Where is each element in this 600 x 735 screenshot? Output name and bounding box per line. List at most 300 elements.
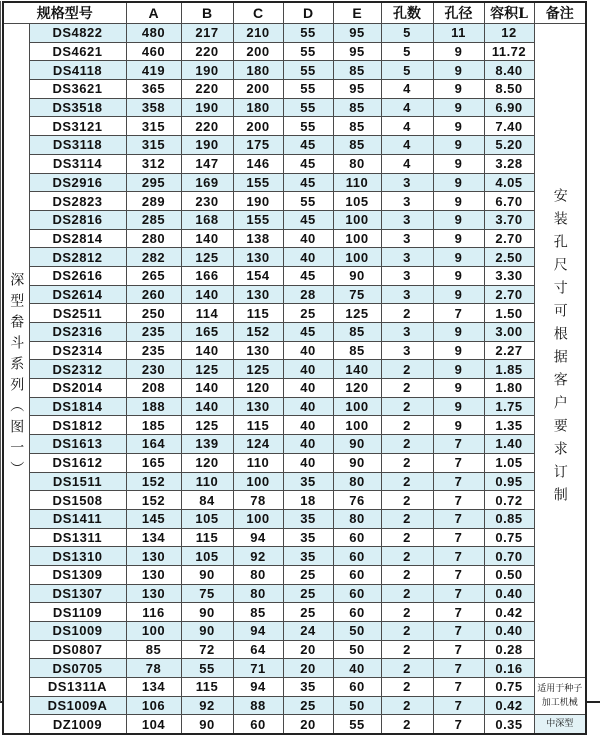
- dim-d-cell: 40: [283, 248, 333, 267]
- dim-a-cell: 250: [126, 304, 181, 323]
- dim-e-cell: 95: [333, 24, 381, 43]
- dim-a-cell: 365: [126, 80, 181, 99]
- hole-diameter-cell: 7: [433, 640, 484, 659]
- table-row: [3, 323, 586, 342]
- table-row: [3, 659, 586, 678]
- hole-diameter-cell: 9: [433, 266, 484, 285]
- hole-count-cell: 2: [381, 603, 433, 622]
- dim-b-cell: 115: [181, 678, 233, 697]
- dim-b-cell: 140: [181, 379, 233, 398]
- dim-c-cell: 115: [233, 304, 283, 323]
- dim-d-cell: 40: [283, 416, 333, 435]
- volume-cell: 0.28: [484, 640, 534, 659]
- volume-cell: 1.85: [484, 360, 534, 379]
- header-row: [3, 2, 586, 24]
- hole-diameter-cell: 7: [433, 509, 484, 528]
- hole-diameter-cell: 7: [433, 715, 484, 734]
- dim-a-cell: 282: [126, 248, 181, 267]
- hole-count-cell: 3: [381, 285, 433, 304]
- dim-b-cell: 190: [181, 136, 233, 155]
- volume-cell: 0.16: [484, 659, 534, 678]
- dim-a-cell: 208: [126, 379, 181, 398]
- dim-e-cell: 85: [333, 117, 381, 136]
- model-cell: DS2314: [29, 341, 126, 360]
- dim-c-cell: 155: [233, 210, 283, 229]
- volume-cell: 0.95: [484, 472, 534, 491]
- volume-cell: 0.40: [484, 622, 534, 641]
- page: [0, 1, 600, 732]
- dim-e-cell: 110: [333, 173, 381, 192]
- table-row: [3, 622, 586, 641]
- hole-count-cell: 2: [381, 622, 433, 641]
- dim-e-cell: 90: [333, 435, 381, 454]
- volume-cell: 2.70: [484, 285, 534, 304]
- table-row: [3, 136, 586, 155]
- hole-count-cell: 3: [381, 192, 433, 211]
- dim-a-cell: 315: [126, 136, 181, 155]
- dim-a-cell: 106: [126, 696, 181, 715]
- dim-d-cell: 45: [283, 266, 333, 285]
- dim-d-cell: 25: [283, 696, 333, 715]
- table-row: [3, 472, 586, 491]
- dim-e-cell: 85: [333, 136, 381, 155]
- dim-d-cell: 45: [283, 136, 333, 155]
- volume-cell: 1.75: [484, 397, 534, 416]
- hole-count-cell: 5: [381, 61, 433, 80]
- hole-diameter-cell: 7: [433, 491, 484, 510]
- dim-a-cell: 78: [126, 659, 181, 678]
- dim-d-cell: 35: [283, 509, 333, 528]
- dim-a-cell: 419: [126, 61, 181, 80]
- model-cell: DS1307: [29, 584, 126, 603]
- dim-c-cell: 180: [233, 98, 283, 117]
- dim-c-cell: 94: [233, 528, 283, 547]
- table-row: [3, 42, 586, 61]
- hole-count-cell: 4: [381, 80, 433, 99]
- dim-b-cell: 220: [181, 80, 233, 99]
- table-row: [3, 341, 586, 360]
- table-body: [3, 24, 586, 735]
- hole-count-cell: 3: [381, 323, 433, 342]
- dim-e-cell: 100: [333, 397, 381, 416]
- table-row: [3, 509, 586, 528]
- volume-cell: 0.40: [484, 584, 534, 603]
- dim-c-cell: 155: [233, 173, 283, 192]
- table-row: [3, 360, 586, 379]
- volume-cell: 5.20: [484, 136, 534, 155]
- dim-c-cell: 200: [233, 117, 283, 136]
- dim-d-cell: 18: [283, 491, 333, 510]
- dim-e-cell: 50: [333, 640, 381, 659]
- dim-d-cell: 28: [283, 285, 333, 304]
- hole-count-cell: 4: [381, 154, 433, 173]
- dim-a-cell: 165: [126, 453, 181, 472]
- dim-d-cell: 25: [283, 584, 333, 603]
- hole-count-cell: 5: [381, 24, 433, 43]
- hole-diameter-cell: 9: [433, 80, 484, 99]
- dim-b-cell: 217: [181, 24, 233, 43]
- volume-cell: 12: [484, 24, 534, 43]
- table-row: [3, 266, 586, 285]
- header-volume: 容积L: [484, 2, 534, 24]
- remarks-seed-cell: [534, 678, 586, 715]
- table-row: [3, 229, 586, 248]
- volume-cell: 1.80: [484, 379, 534, 398]
- header-b: B: [181, 2, 233, 24]
- hole-count-cell: 2: [381, 715, 433, 734]
- table-row: [3, 435, 586, 454]
- dim-b-cell: 140: [181, 397, 233, 416]
- dim-b-cell: 140: [181, 285, 233, 304]
- dim-e-cell: 90: [333, 266, 381, 285]
- header-remarks: 备注: [534, 2, 586, 24]
- model-cell: DS3114: [29, 154, 126, 173]
- volume-cell: 6.90: [484, 98, 534, 117]
- dim-d-cell: 25: [283, 565, 333, 584]
- dim-b-cell: 90: [181, 603, 233, 622]
- volume-cell: 0.42: [484, 696, 534, 715]
- dim-d-cell: 25: [283, 304, 333, 323]
- dim-d-cell: 40: [283, 229, 333, 248]
- dim-d-cell: 35: [283, 472, 333, 491]
- dim-d-cell: 55: [283, 24, 333, 43]
- remarks-main-text: 安装孔尺寸可根据客户要求订制: [551, 187, 568, 510]
- dim-b-cell: 166: [181, 266, 233, 285]
- dim-e-cell: 85: [333, 341, 381, 360]
- volume-cell: 6.70: [484, 192, 534, 211]
- dim-c-cell: 130: [233, 285, 283, 304]
- hole-count-cell: 2: [381, 640, 433, 659]
- dim-b-cell: 147: [181, 154, 233, 173]
- dim-c-cell: 94: [233, 678, 283, 697]
- dim-d-cell: 55: [283, 117, 333, 136]
- dim-d-cell: 55: [283, 192, 333, 211]
- dim-b-cell: 105: [181, 547, 233, 566]
- dim-a-cell: 185: [126, 416, 181, 435]
- dim-c-cell: 110: [233, 453, 283, 472]
- table-row: [3, 584, 586, 603]
- dim-c-cell: 175: [233, 136, 283, 155]
- dim-a-cell: 104: [126, 715, 181, 734]
- model-cell: DS1311A: [29, 678, 126, 697]
- dim-d-cell: 35: [283, 528, 333, 547]
- hole-count-cell: 2: [381, 304, 433, 323]
- hole-count-cell: 2: [381, 547, 433, 566]
- dim-c-cell: 154: [233, 266, 283, 285]
- volume-cell: 0.85: [484, 509, 534, 528]
- model-cell: DS1812: [29, 416, 126, 435]
- table-row: [3, 416, 586, 435]
- hole-count-cell: 2: [381, 678, 433, 697]
- hole-count-cell: 4: [381, 117, 433, 136]
- volume-cell: 0.75: [484, 528, 534, 547]
- dim-e-cell: 60: [333, 565, 381, 584]
- remarks-seed-line: 加工机械: [541, 698, 578, 709]
- dim-c-cell: 130: [233, 397, 283, 416]
- hole-count-cell: 2: [381, 565, 433, 584]
- dim-e-cell: 50: [333, 622, 381, 641]
- volume-cell: 0.50: [484, 565, 534, 584]
- model-cell: DS2823: [29, 192, 126, 211]
- hole-diameter-cell: 9: [433, 416, 484, 435]
- hole-count-cell: 2: [381, 659, 433, 678]
- dim-b-cell: 120: [181, 453, 233, 472]
- dim-e-cell: 40: [333, 659, 381, 678]
- dim-e-cell: 100: [333, 416, 381, 435]
- hole-diameter-cell: 9: [433, 210, 484, 229]
- hole-count-cell: 2: [381, 528, 433, 547]
- hole-diameter-cell: 9: [433, 397, 484, 416]
- model-cell: DS4621: [29, 42, 126, 61]
- volume-cell: 3.00: [484, 323, 534, 342]
- dim-d-cell: 40: [283, 453, 333, 472]
- hole-diameter-cell: 9: [433, 248, 484, 267]
- model-cell: DS0705: [29, 659, 126, 678]
- dim-d-cell: 40: [283, 397, 333, 416]
- model-cell: DS3121: [29, 117, 126, 136]
- header-hole-count: 孔数: [381, 2, 433, 24]
- volume-cell: 3.70: [484, 210, 534, 229]
- dim-e-cell: 85: [333, 98, 381, 117]
- hole-count-cell: 2: [381, 472, 433, 491]
- dim-e-cell: 60: [333, 547, 381, 566]
- hole-diameter-cell: 9: [433, 173, 484, 192]
- dim-e-cell: 60: [333, 678, 381, 697]
- model-cell: DS3518: [29, 98, 126, 117]
- dim-b-cell: 140: [181, 341, 233, 360]
- hole-diameter-cell: 7: [433, 435, 484, 454]
- model-cell: DS1009: [29, 622, 126, 641]
- table-row: [3, 173, 586, 192]
- dim-a-cell: 152: [126, 472, 181, 491]
- hole-count-cell: 2: [381, 360, 433, 379]
- hole-diameter-cell: 7: [433, 304, 484, 323]
- dim-d-cell: 55: [283, 42, 333, 61]
- dim-a-cell: 134: [126, 528, 181, 547]
- model-cell: DS2816: [29, 210, 126, 229]
- volume-cell: 0.42: [484, 603, 534, 622]
- header-d: D: [283, 2, 333, 24]
- model-cell: DS1109: [29, 603, 126, 622]
- hole-count-cell: 4: [381, 98, 433, 117]
- dim-a-cell: 358: [126, 98, 181, 117]
- dim-b-cell: 90: [181, 622, 233, 641]
- hole-diameter-cell: 7: [433, 453, 484, 472]
- hole-diameter-cell: 9: [433, 229, 484, 248]
- hole-count-cell: 2: [381, 435, 433, 454]
- hole-diameter-cell: 7: [433, 678, 484, 697]
- dim-a-cell: 460: [126, 42, 181, 61]
- hole-count-cell: 3: [381, 248, 433, 267]
- volume-cell: 4.05: [484, 173, 534, 192]
- dim-b-cell: 90: [181, 565, 233, 584]
- hole-count-cell: 3: [381, 229, 433, 248]
- model-cell: DS1411: [29, 509, 126, 528]
- model-cell: DS1009A: [29, 696, 126, 715]
- dim-b-cell: 125: [181, 248, 233, 267]
- model-cell: DS4118: [29, 61, 126, 80]
- model-cell: DS2916: [29, 173, 126, 192]
- dim-b-cell: 125: [181, 416, 233, 435]
- dim-c-cell: 146: [233, 154, 283, 173]
- table-row: [3, 491, 586, 510]
- table-row: [3, 379, 586, 398]
- dim-c-cell: 78: [233, 491, 283, 510]
- dim-e-cell: 125: [333, 304, 381, 323]
- volume-cell: 0.72: [484, 491, 534, 510]
- hole-count-cell: 2: [381, 379, 433, 398]
- volume-cell: 8.40: [484, 61, 534, 80]
- dim-e-cell: 60: [333, 584, 381, 603]
- table-row: [3, 565, 586, 584]
- hole-diameter-cell: 7: [433, 584, 484, 603]
- hole-count-cell: 3: [381, 266, 433, 285]
- hole-count-cell: 3: [381, 173, 433, 192]
- table-row: [3, 304, 586, 323]
- dim-b-cell: 105: [181, 509, 233, 528]
- dim-b-cell: 169: [181, 173, 233, 192]
- model-cell: DS1309: [29, 565, 126, 584]
- dim-e-cell: 80: [333, 154, 381, 173]
- dim-c-cell: 115: [233, 416, 283, 435]
- dim-b-cell: 72: [181, 640, 233, 659]
- dim-b-cell: 55: [181, 659, 233, 678]
- dim-b-cell: 190: [181, 98, 233, 117]
- remarks-main-cell: [534, 24, 586, 678]
- hole-count-cell: 3: [381, 341, 433, 360]
- volume-cell: 7.40: [484, 117, 534, 136]
- volume-cell: 3.28: [484, 154, 534, 173]
- dim-a-cell: 85: [126, 640, 181, 659]
- table-row: [3, 285, 586, 304]
- dim-d-cell: 45: [283, 154, 333, 173]
- hole-diameter-cell: 7: [433, 565, 484, 584]
- table-row: [3, 640, 586, 659]
- hole-diameter-cell: 9: [433, 323, 484, 342]
- dim-b-cell: 75: [181, 584, 233, 603]
- volume-cell: 2.50: [484, 248, 534, 267]
- dim-a-cell: 260: [126, 285, 181, 304]
- table-row: [3, 248, 586, 267]
- dim-a-cell: 312: [126, 154, 181, 173]
- hole-count-cell: 2: [381, 584, 433, 603]
- dim-a-cell: 188: [126, 397, 181, 416]
- dim-c-cell: 200: [233, 42, 283, 61]
- dim-b-cell: 115: [181, 528, 233, 547]
- header-a: A: [126, 2, 181, 24]
- dim-b-cell: 110: [181, 472, 233, 491]
- dim-d-cell: 25: [283, 603, 333, 622]
- table-row: [3, 547, 586, 566]
- dim-c-cell: 200: [233, 80, 283, 99]
- dim-d-cell: 35: [283, 678, 333, 697]
- remarks-seed-line: 适用于种子: [537, 683, 583, 694]
- dim-b-cell: 230: [181, 192, 233, 211]
- model-cell: DS2814: [29, 229, 126, 248]
- remarks-last-cell: 中深型: [534, 715, 586, 734]
- dim-d-cell: 45: [283, 173, 333, 192]
- hole-count-cell: 2: [381, 509, 433, 528]
- dim-a-cell: 145: [126, 509, 181, 528]
- volume-cell: 1.50: [484, 304, 534, 323]
- dim-e-cell: 100: [333, 229, 381, 248]
- dim-a-cell: 152: [126, 491, 181, 510]
- dim-d-cell: 40: [283, 341, 333, 360]
- dim-a-cell: 130: [126, 584, 181, 603]
- dim-c-cell: 125: [233, 360, 283, 379]
- dim-a-cell: 230: [126, 360, 181, 379]
- dim-b-cell: 168: [181, 210, 233, 229]
- dim-e-cell: 55: [333, 715, 381, 734]
- volume-cell: 1.35: [484, 416, 534, 435]
- hole-count-cell: 5: [381, 42, 433, 61]
- hole-diameter-cell: 7: [433, 547, 484, 566]
- hole-diameter-cell: 9: [433, 136, 484, 155]
- dim-b-cell: 139: [181, 435, 233, 454]
- dim-c-cell: 210: [233, 24, 283, 43]
- hole-count-cell: 2: [381, 696, 433, 715]
- model-cell: DS1613: [29, 435, 126, 454]
- hole-diameter-cell: 9: [433, 61, 484, 80]
- table-row: [3, 24, 586, 43]
- hole-diameter-cell: 7: [433, 659, 484, 678]
- table-row: [3, 98, 586, 117]
- dim-a-cell: 480: [126, 24, 181, 43]
- dim-d-cell: 55: [283, 80, 333, 99]
- dim-e-cell: 50: [333, 696, 381, 715]
- hole-diameter-cell: 7: [433, 603, 484, 622]
- dim-a-cell: 289: [126, 192, 181, 211]
- dim-a-cell: 130: [126, 565, 181, 584]
- dim-c-cell: 120: [233, 379, 283, 398]
- dim-a-cell: 280: [126, 229, 181, 248]
- hole-diameter-cell: 9: [433, 117, 484, 136]
- dim-b-cell: 84: [181, 491, 233, 510]
- model-cell: DS1508: [29, 491, 126, 510]
- dim-e-cell: 90: [333, 453, 381, 472]
- dim-a-cell: 235: [126, 323, 181, 342]
- header-hole-diameter: 孔径: [433, 2, 484, 24]
- volume-cell: 11.72: [484, 42, 534, 61]
- side-series-label: [3, 24, 29, 735]
- table-row: [3, 453, 586, 472]
- dim-c-cell: 80: [233, 565, 283, 584]
- dim-e-cell: 80: [333, 509, 381, 528]
- model-cell: DS1311: [29, 528, 126, 547]
- dim-c-cell: 130: [233, 341, 283, 360]
- dim-d-cell: 55: [283, 98, 333, 117]
- hole-diameter-cell: 11: [433, 24, 484, 43]
- dim-c-cell: 152: [233, 323, 283, 342]
- dim-e-cell: 100: [333, 248, 381, 267]
- model-cell: DS1310: [29, 547, 126, 566]
- dim-c-cell: 71: [233, 659, 283, 678]
- dim-c-cell: 88: [233, 696, 283, 715]
- model-cell: DS2312: [29, 360, 126, 379]
- dim-e-cell: 60: [333, 528, 381, 547]
- dim-b-cell: 90: [181, 715, 233, 734]
- dim-d-cell: 40: [283, 435, 333, 454]
- volume-cell: 2.27: [484, 341, 534, 360]
- header-model: 规格型号: [3, 2, 126, 24]
- hole-diameter-cell: 9: [433, 341, 484, 360]
- hole-diameter-cell: 9: [433, 192, 484, 211]
- dim-c-cell: 94: [233, 622, 283, 641]
- hole-diameter-cell: 7: [433, 528, 484, 547]
- dim-a-cell: 235: [126, 341, 181, 360]
- dim-b-cell: 190: [181, 61, 233, 80]
- model-cell: DS1814: [29, 397, 126, 416]
